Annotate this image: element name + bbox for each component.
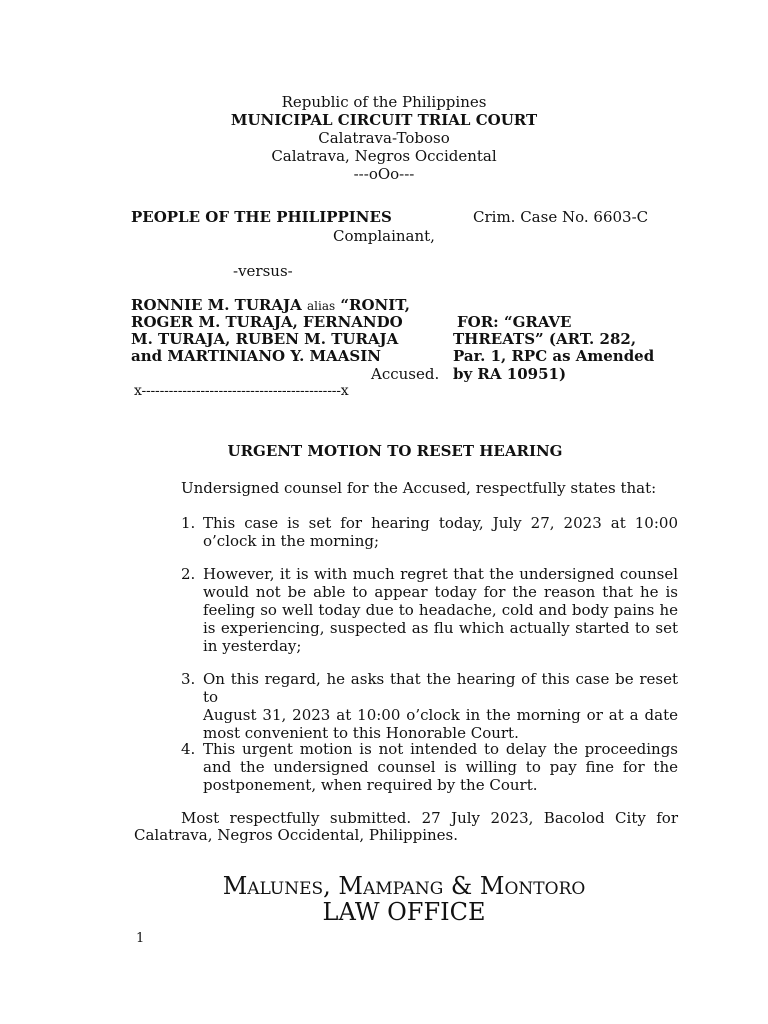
offense-line-4: by RA 10951): [453, 365, 567, 383]
item-line: would not be able to appear today for the reason that he is: [203, 583, 678, 601]
accused-line-2: ROGER M. TURAJA, FERNANDO: [131, 313, 403, 331]
item-number: 3.: [181, 670, 196, 688]
caption-separator: x--------------------------------------------x: [134, 383, 349, 399]
item-line: most convenient to this Honorable Court.: [203, 724, 519, 742]
alias-label: alias: [307, 299, 336, 313]
page-number: 1: [136, 931, 145, 946]
item-number: 1.: [181, 514, 196, 532]
alias-name: “RONIT,: [340, 296, 411, 314]
versus-label: -versus-: [233, 262, 293, 280]
accused-line-3: M. TURAJA, RUBEN M. TURAJA: [131, 330, 399, 348]
header-ornament: ---oOo---: [353, 165, 415, 183]
closing-line-2: Calatrava, Negros Occidental, Philippines.: [134, 826, 459, 844]
closing-line-1: Most respectfully submitted. 27 July 2023, Bacolod City for: [181, 809, 678, 827]
item-text: [203, 514, 678, 550]
item-line: in yesterday;: [203, 637, 302, 655]
republic-heading: Republic of the Philippines: [281, 93, 487, 111]
complainant-name: PEOPLE OF THE PHILIPPINES: [131, 208, 392, 226]
item-line: is experiencing, suspected as flu which actually started to set: [203, 619, 678, 637]
item-line: o’clock in the morning;: [203, 532, 380, 550]
item-text: [203, 670, 678, 742]
item-text: [203, 565, 678, 655]
accused-first-name: RONNIE M. TURAJA: [131, 296, 302, 314]
item-line: This urgent motion is not intended to delay the proceedings: [203, 740, 678, 758]
court-branch: Calatrava-Toboso: [318, 129, 450, 147]
item-number: 2.: [181, 565, 196, 583]
item-text: [203, 740, 678, 794]
court-name: MUNICIPAL CIRCUIT TRIAL COURT: [230, 111, 538, 129]
item-line: postponement, when required by the Court.: [203, 776, 538, 794]
case-number: Crim. Case No. 6603-C: [473, 208, 649, 226]
item-number: 4.: [181, 740, 196, 758]
offense-line-1: FOR: “GRAVE: [457, 313, 572, 331]
court-location: Calatrava, Negros Occidental: [271, 147, 497, 165]
item-line: August 31, 2023 at 10:00 o’clock in the morning or at a date: [203, 706, 678, 724]
offense-line-2: THREATS” (ART. 282,: [453, 330, 637, 348]
accused-line-4: and MARTINIANO Y. MAASIN: [131, 347, 381, 365]
law-office-label: LAW OFFICE: [322, 898, 486, 926]
accused-role: Accused.: [371, 365, 440, 383]
item-line: However, it is with much regret that the undersigned counsel: [203, 565, 678, 583]
item-line: This case is set for hearing today, July 27, 2023 at 10:00: [203, 514, 678, 532]
intro-paragraph: Undersigned counsel for the Accused, respectfully states that:: [181, 479, 657, 497]
law-firm-name: Malunes, Mampang & Montoro: [222, 872, 586, 900]
item-line: feeling so well today due to headache, cold and body pains he: [203, 601, 678, 619]
item-line: and the undersigned counsel is willing to pay fine for the: [203, 758, 678, 776]
item-line: On this regard, he asks that the hearing of this case be reset to: [203, 670, 678, 706]
motion-title: URGENT MOTION TO RESET HEARING: [227, 442, 563, 460]
offense-line-3: Par. 1, RPC as Amended: [453, 347, 655, 365]
complainant-role: Complainant,: [333, 227, 435, 245]
